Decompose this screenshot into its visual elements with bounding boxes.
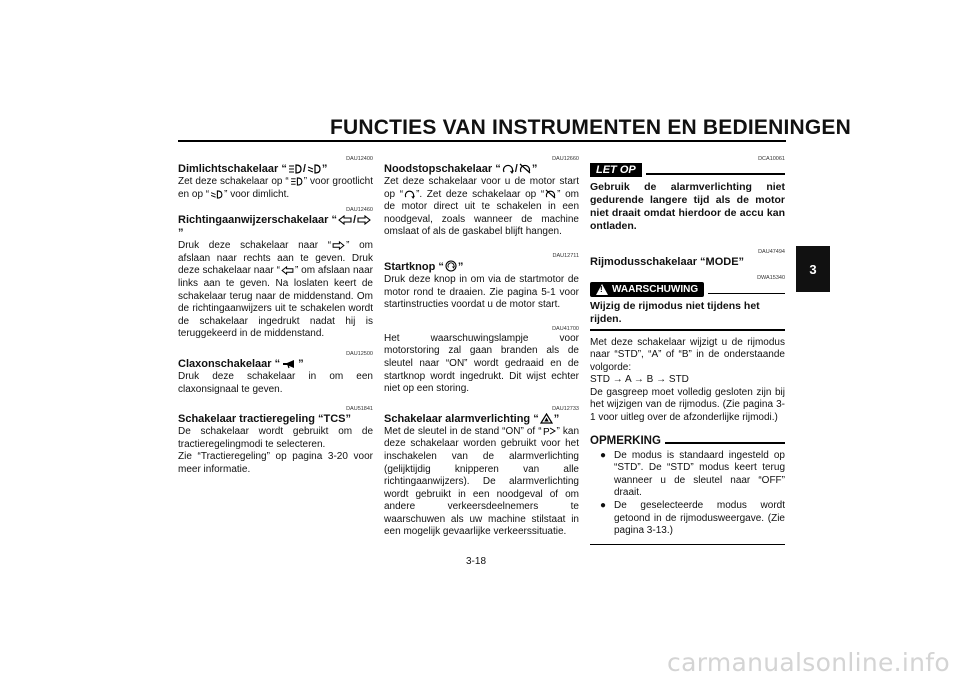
engine-stop-icon xyxy=(519,163,531,174)
stop-switch-heading: Noodstopschakelaar “ / ” xyxy=(384,163,538,175)
stop-switch-body: Zet deze schakelaar voor u de motor start op “ ”. Zet deze schakelaar op “ ” om de motor direct uit te schakelen in een noodgeval, zoals wanneer de machine omslaat of als de gaskabel blijft hangen. xyxy=(384,176,580,238)
mode-heading: Rijmodusschakelaar “MODE” xyxy=(590,256,745,268)
hazard-triangle-icon xyxy=(540,413,553,424)
hazard-body: Met de sleutel in de stand “ON” of “ P ” kan deze schakelaar worden gebruikt voor het inschakelen van de alarmverlichting (gelijktijdig knipperen van alle richtingaanwijzers). De alarmverlichting wordt gebruikt in een noodgeval of om andere verkeersdeelnemers te waarschuwen als uw machine stilstaat in een mogelijk gevaarlijke verkeerssituatie. xyxy=(384,425,580,538)
start-icon xyxy=(445,260,457,272)
watermark: carmanualsonline.info xyxy=(667,648,950,677)
section-code: DAU47494 xyxy=(758,249,785,255)
arrow-left-icon xyxy=(338,215,352,225)
tcs-body: De schakelaar wordt gebruikt om de tractieregelingmodi te selecteren. Zie “Tractieregeling” op pagina 3-20 voor meer informatie. xyxy=(178,426,373,475)
hazard-heading: Schakelaar alarmverlichting “ ” xyxy=(384,412,560,425)
high-beam-icon xyxy=(288,164,302,174)
horn-icon xyxy=(281,359,297,369)
dimmer-heading: Dimlichtschakelaar “ / ” xyxy=(178,163,328,175)
start-button-heading: Startknop “ ” xyxy=(384,260,464,273)
dimmer-body: Zet deze schakelaar op “ ” voor grootlicht en op “ ” voor dimlicht. xyxy=(178,176,374,200)
low-beam-icon xyxy=(307,164,321,174)
chapter-tab: 3 xyxy=(796,246,830,292)
warning-rule xyxy=(708,293,785,295)
high-beam-icon xyxy=(290,177,303,186)
section-code: DAU12660 xyxy=(552,156,579,162)
arrow-left-icon xyxy=(281,266,294,275)
warning-bottom-rule xyxy=(590,329,785,331)
notice-body: Gebruik de alarmverlichting niet gedurende langere tijd als de motor niet draait omdat hierdoor de accu kan ontladen. xyxy=(590,181,785,232)
svg-text:P: P xyxy=(542,426,550,436)
list-item: ● De geselecteerde modus wordt getoond in de rijmodusweergave. (Zie pagina 3-13.) xyxy=(600,500,785,538)
turn-signal-body: Druk deze schakelaar naar “ ” om afslaan naar rechts aan te geven. Druk deze schakelaar naar “ ” om afslaan naar links aan te geven. Na loslaten keert de schakelaar terug naar de middenstand. Om de richtingaanwijzers uit te schakelen wordt de schakelaar ingedrukt nadat hij is teruggekeerd in de middenstand. xyxy=(178,240,373,340)
column-2 xyxy=(384,150,579,539)
section-code: DAU12733 xyxy=(552,405,579,412)
section-code: DAU12400 xyxy=(346,156,373,162)
section-code: DAU12711 xyxy=(552,252,579,259)
section-code: DAU41700 xyxy=(552,325,579,332)
column-3 xyxy=(590,150,785,545)
low-beam-icon xyxy=(210,190,223,199)
warning-label: ! WAARSCHUWING xyxy=(590,282,704,297)
arrow-right-icon xyxy=(332,241,345,250)
horn-heading: Claxonschakelaar “ ” xyxy=(178,357,304,370)
notice-header xyxy=(590,163,785,177)
header-rule xyxy=(178,140,786,142)
remark-label: OPMERKING xyxy=(590,434,661,447)
tcs-heading: Schakelaar tractieregeling “TCS” xyxy=(178,413,352,426)
page-number: 3-18 xyxy=(466,556,487,567)
engine-run-icon xyxy=(404,189,415,199)
mode-body: Met deze schakelaar wijzigt u de rijmodus naar “STD”, “A” of “B” in de onderstaande volgorde: STD → A → B → STD De gasgreep moet volledig gesloten zijn bij het wijzigen van de rijmodus. (Zie pagina 3-1 voor uitleg over de afzonderlijke rijmodi.) xyxy=(590,336,785,424)
list-item: ● De modus is standaard ingesteld op “STD”. De “STD” modus keert terug wanneer u de sleutel naar “OFF” draait. xyxy=(600,450,785,500)
column-1 xyxy=(178,150,373,477)
remark-bottom-rule xyxy=(590,544,785,546)
remark-list xyxy=(590,450,785,538)
engine-run-icon xyxy=(502,163,514,174)
section-code: DAU12460 xyxy=(346,207,373,214)
notice-rule xyxy=(646,173,785,175)
warning-text: Wijzig de rijmodus niet tijdens het rijden. xyxy=(590,300,760,325)
section-code: DAU51841 xyxy=(346,406,373,413)
start-button-body: Druk deze knop in om via de startmotor de motor rond te draaien. Zie pagina 5-1 voor startinstructies voordat u de motor start. xyxy=(384,273,579,311)
remark-header xyxy=(590,435,785,447)
page-header-title: FUNCTIES VAN INSTRUMENTEN EN BEDIENINGEN xyxy=(330,116,851,139)
arrow-right-icon xyxy=(357,215,371,225)
section-code: DCA10061 xyxy=(758,156,785,162)
notice-label: LET OP xyxy=(590,163,642,177)
warning-triangle-icon: ! xyxy=(596,284,608,295)
horn-body: Druk deze schakelaar in om een claxonsignaal te geven. xyxy=(178,370,373,395)
warning-light-body: Het waarschuwingslampje voor motorstoring zal gaan branden als de sleutel naar “ON” wordt gedraaid en de startknop wordt ingedrukt. Dit wijst echter niet op een storing. xyxy=(384,332,579,395)
warning-header xyxy=(590,282,785,297)
turn-signal-heading: Richtingaanwijzerschakelaar “ /” xyxy=(178,214,373,240)
section-code: DAU12500 xyxy=(346,350,373,357)
engine-stop-icon xyxy=(545,189,556,199)
parking-key-icon xyxy=(543,426,556,436)
section-code: DWA15340 xyxy=(757,275,785,281)
remark-rule xyxy=(665,442,785,444)
